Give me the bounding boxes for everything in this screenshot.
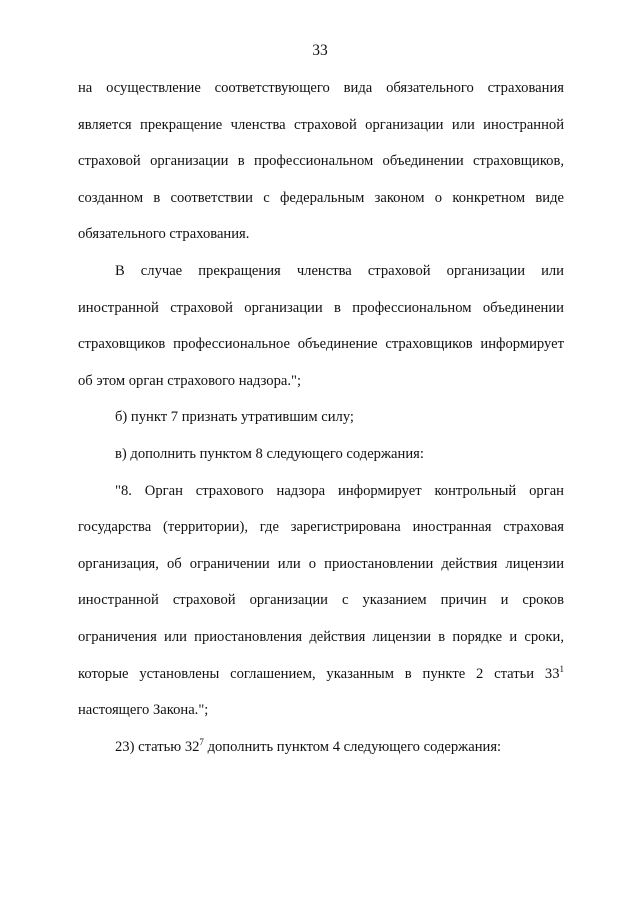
text-line: организация, об ограничении или о приостановлении действия лицензии — [78, 555, 564, 572]
paragraph-4 — [78, 436, 564, 473]
text-line: иностранной страховой организации в профессиональном объединении — [78, 299, 564, 316]
text-line: в) дополнить пунктом 8 следующего содержания: — [115, 445, 424, 462]
text-line: настоящего Закона."; — [78, 702, 209, 719]
line-text: которые установлены соглашением, указанным в пункте 2 статьи 33 — [78, 665, 560, 682]
paragraph-1 — [78, 70, 564, 253]
text-line-with-superscript — [78, 729, 564, 766]
text-line: иностранной страховой организации с указанием причин и сроков — [78, 592, 564, 609]
text-line: В случае прекращения членства страховой организации или — [115, 262, 564, 279]
page-number: 33 — [312, 42, 328, 59]
paragraph-2 — [78, 253, 564, 399]
superscript: 1 — [559, 663, 564, 674]
line-text-part-2: дополнить пунктом 4 следующего содержания: — [203, 738, 502, 755]
text-line: государства (территории), где зарегистрирована иностранная страховая — [78, 519, 564, 536]
text-line: страховой организации в профессиональном объединении страховщиков, — [78, 153, 564, 170]
text-line: созданном в соответствии с федеральным законом о конкретном виде — [78, 189, 564, 206]
paragraph-3 — [78, 399, 564, 436]
text-line: б) пункт 7 признать утратившим силу; — [115, 409, 354, 426]
text-line: является прекращение членства страховой организации или иностранной — [78, 116, 564, 133]
text-line-with-superscript — [78, 656, 564, 693]
text-line: страховщиков профессиональное объединение страховщиков информирует — [78, 336, 564, 353]
text-line: на осуществление соответствующего вида обязательного страхования — [78, 80, 564, 96]
document-body — [78, 70, 564, 765]
paragraph-5 — [78, 473, 564, 729]
text-line: ограничения или приостановления действия лицензии в порядке и сроки, — [78, 628, 564, 645]
superscript: 7 — [199, 736, 204, 747]
text-line: обязательного страхования. — [78, 226, 250, 243]
paragraph-6 — [78, 729, 564, 766]
text-line: об этом орган страхового надзора."; — [78, 372, 302, 389]
line-text-part-1: 23) статью 32 — [115, 738, 200, 755]
text-line: "8. Орган страхового надзора информирует контрольный орган — [115, 482, 564, 499]
